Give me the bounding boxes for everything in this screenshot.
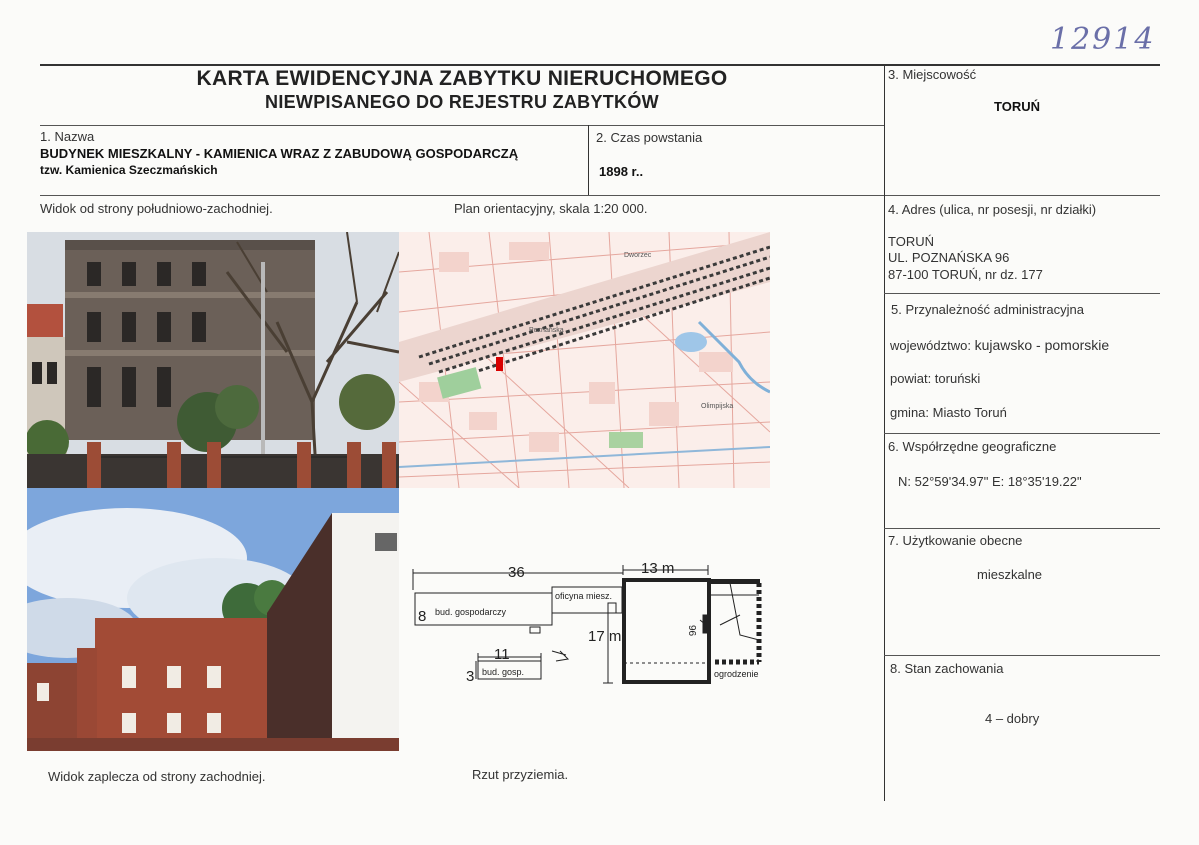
condition-label: 8. Stan zachowania <box>890 661 1004 676</box>
dim-17m: 17 m <box>588 628 622 645</box>
date-value: 1898 r.. <box>599 164 644 179</box>
caption-floor-plan: Rzut przyziemia. <box>472 767 569 782</box>
caption-view-back: Widok zaplecza od strony zachodniej. <box>48 769 266 784</box>
frame-line <box>40 195 1160 196</box>
name-value: BUDYNEK MIESZKALNY - KAMIENICA WRAZ Z ZABUDOWĄ GOSPODARCZĄ <box>40 146 519 161</box>
label-bud-gospodarczy: bud. gospodarczy <box>435 607 507 617</box>
label-small-building: bud. gosp. <box>482 667 525 677</box>
voivodeship-row <box>890 337 1109 353</box>
label-parcel-96: 96 <box>686 625 697 637</box>
address-postal: 87-100 TORUŃ, nr dz. 177 <box>888 267 1043 282</box>
address-city: TORUŃ <box>888 234 934 249</box>
photo-front-view <box>27 232 399 488</box>
photo-back-view <box>27 488 399 751</box>
orientation-map <box>399 232 770 488</box>
frame-line <box>884 655 1160 656</box>
map-label-station: Dworzec <box>624 252 652 259</box>
dim-36: 36 <box>508 564 525 581</box>
frame-top-line <box>40 64 1160 66</box>
frame-line <box>884 433 1160 434</box>
address-street: UL. POZNAŃSKA 96 <box>888 250 1010 265</box>
caption-view-sw: Widok od strony południowo-zachodniej. <box>40 201 273 216</box>
name-label: 1. Nazwa <box>40 129 95 144</box>
dim-13m: 13 m <box>641 560 675 577</box>
label-oficyna: oficyna miesz. <box>555 591 613 601</box>
frame-line <box>40 125 885 126</box>
locality-value: TORUŃ <box>994 99 1040 114</box>
frame-line <box>884 528 1160 529</box>
voivodeship-label: województwo: <box>890 338 971 353</box>
handwritten-inventory-number: 12914 <box>1050 22 1156 57</box>
caption-map: Plan orientacyjny, skala 1:20 000. <box>454 201 648 216</box>
card-subtitle: NIEWPISANEGO DO REJESTRU ZABYTKÓW <box>265 92 659 112</box>
voivodeship-value: kujawsko - pomorskie <box>974 337 1110 353</box>
usage-value: mieszkalne <box>977 567 1043 582</box>
frame-divider <box>588 125 589 195</box>
label-fence: ogrodzenie <box>714 669 759 679</box>
frame-line <box>884 293 1160 294</box>
map-label-street: Poznańska <box>529 327 564 334</box>
dim-8: 8 <box>418 608 427 625</box>
locality-label: 3. Miejscowość <box>888 67 977 82</box>
floor-plan <box>410 555 780 690</box>
commune: gmina: Miasto Toruń <box>890 405 1007 420</box>
dim-3: 3 <box>466 668 475 685</box>
name-alias: tzw. Kamienica Szeczmańskich <box>40 163 218 177</box>
county: powiat: toruński <box>890 371 981 386</box>
coords-value: N: 52°59'34.97" E: 18°35'19.22" <box>898 474 1082 489</box>
coords-label: 6. Współrzędne geograficzne <box>888 439 1057 454</box>
dim-11: 11 <box>494 646 510 663</box>
card-title: KARTA EWIDENCYJNA ZABYTKU NIERUCHOMEGO <box>196 67 728 90</box>
map-label-street: Olimpijska <box>701 403 734 410</box>
admin-label: 5. Przynależność administracyjna <box>891 302 1084 317</box>
condition-value: 4 – dobry <box>985 711 1040 726</box>
address-label: 4. Adres (ulica, nr posesji, nr działki) <box>888 202 1097 217</box>
usage-label: 7. Użytkowanie obecne <box>888 533 1023 548</box>
date-label: 2. Czas powstania <box>596 130 703 145</box>
